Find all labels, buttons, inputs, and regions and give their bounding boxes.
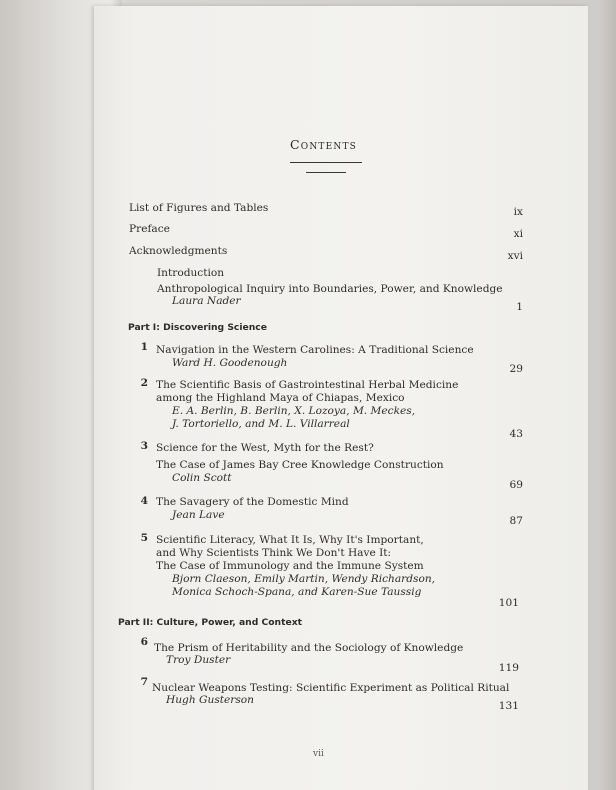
toc-entry-title: Science for the West, Myth for the Rest? (156, 442, 374, 454)
toc-entry-author: Hugh Gusterson (166, 694, 254, 706)
toc-page-number: 43 (509, 428, 523, 440)
chapter-number: 5 (140, 532, 148, 544)
toc-entry-title: The Savagery of the Domestic Mind (156, 496, 349, 508)
toc-entry-author: Troy Duster (166, 654, 231, 666)
toc-page-number: 29 (509, 363, 523, 375)
toc-entry-author: Colin Scott (172, 472, 232, 484)
toc-entry-author: E. A. Berlin, B. Berlin, X. Lozoya, M. Meckes, (172, 405, 416, 417)
toc-entry-author: Monica Schoch-Spana, and Karen-Sue Taussig (172, 586, 422, 598)
chapter-number: 3 (140, 440, 148, 452)
toc-page-number: xvi (507, 250, 523, 262)
toc-page-number: xi (513, 228, 523, 240)
toc-entry-author: Bjorn Claeson, Emily Martin, Wendy Richardson, (172, 573, 436, 585)
toc-entry-label: Introduction (157, 267, 225, 279)
title-rule-short (306, 172, 346, 173)
toc-page-number: 131 (498, 700, 519, 712)
toc-entry-author: Laura Nader (172, 295, 241, 307)
chapter-number: 2 (140, 377, 148, 389)
toc-entry-title: and Why Scientists Think We Don't Have It: (156, 547, 392, 559)
toc-page-number: 119 (498, 662, 519, 674)
toc-entry-title: The Scientific Basis of Gastrointestinal Herbal Medicine (156, 379, 459, 391)
toc-entry-author: Jean Lave (172, 509, 225, 521)
toc-entry-title: The Case of Immunology and the Immune System (156, 560, 424, 572)
toc-entry-title: Nuclear Weapons Testing: Scientific Experiment as Political Ritual (152, 682, 510, 694)
toc-entry-title: Acknowledgments (129, 245, 228, 257)
chapter-number: 4 (140, 495, 148, 507)
toc-page-number: 1 (516, 301, 523, 313)
toc-entry-title: List of Figures and Tables (129, 202, 269, 214)
toc-entry-title: among the Highland Maya of Chiapas, Mexico (156, 392, 405, 404)
page-title: Contents (290, 137, 358, 152)
toc-entry-title: Preface (129, 223, 170, 235)
chapter-number: 1 (140, 341, 148, 353)
toc-entry-title: The Case of James Bay Cree Knowledge Construction (156, 459, 444, 471)
chapter-number: 7 (140, 676, 148, 688)
toc-page-number: 101 (498, 597, 519, 609)
toc-entry-title: The Prism of Heritability and the Sociology of Knowledge (154, 642, 464, 654)
toc-entry-title: Scientific Literacy, What It Is, Why It's Important, (156, 534, 424, 546)
toc-entry-author: Ward H. Goodenough (172, 357, 288, 369)
chapter-number: 6 (140, 636, 148, 648)
part-heading: Part II: Culture, Power, and Context (118, 617, 303, 628)
part-heading: Part I: Discovering Science (128, 322, 267, 333)
title-rule (290, 162, 362, 163)
toc-entry-author: J. Tortoriello, and M. L. Villarreal (172, 418, 350, 430)
toc-page-number: ix (513, 206, 523, 218)
toc-entry-title: Navigation in the Western Carolines: A Traditional Science (156, 344, 474, 356)
toc-entry-title: Anthropological Inquiry into Boundaries, Power, and Knowledge (157, 283, 503, 295)
contents-page (94, 6, 588, 790)
page-folio: vii (313, 749, 324, 759)
toc-page-number: 69 (509, 479, 523, 491)
toc-page-number: 87 (509, 515, 523, 527)
